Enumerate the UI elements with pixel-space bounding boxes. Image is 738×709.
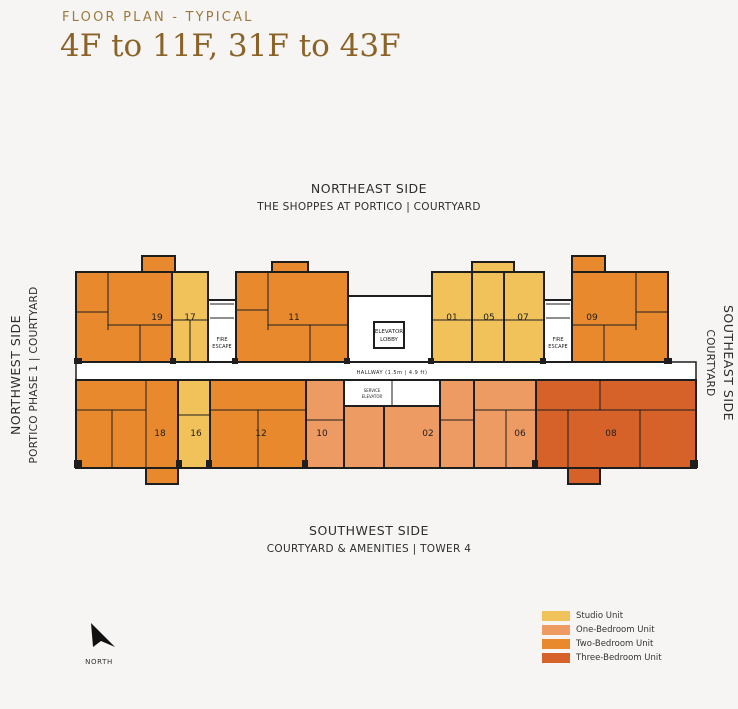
fire-escape-right-label-2: ESCAPE <box>548 344 568 350</box>
legend-swatch-three-bedroom <box>542 653 570 663</box>
unit-02-east <box>440 380 474 468</box>
unit-number-01: 01 <box>446 313 458 323</box>
southwest-main: SOUTHWEST SIDE <box>309 523 429 538</box>
northeast-main: NORTHEAST SIDE <box>310 181 428 196</box>
service-elevator-label-1: SERVICE <box>363 388 381 393</box>
unit-10-west <box>306 380 344 468</box>
legend-swatch-studio <box>542 611 570 621</box>
fire-escape-right-label-1: FIRE <box>552 337 564 343</box>
service-elevator-label-2: ELEVATOR <box>361 394 383 399</box>
legend-item <box>542 609 662 623</box>
legend-swatch-one-bedroom <box>542 625 570 635</box>
legend-swatch-two-bedroom <box>542 639 570 649</box>
unit-18-balcony <box>146 468 178 484</box>
unit-legend <box>542 609 662 665</box>
legend-label: One-Bedroom Unit <box>576 625 655 635</box>
unit-11-balcony <box>272 262 308 272</box>
unit-19-balcony <box>142 256 175 272</box>
fire-escape-left-label-1: FIRE <box>216 337 228 343</box>
unit-18 <box>76 380 178 468</box>
unit-16 <box>178 380 210 468</box>
unit-06 <box>474 380 536 468</box>
unit-09-balcony <box>572 256 605 272</box>
south-row <box>76 380 696 484</box>
southeast-main: SOUTHEAST SIDE <box>721 304 736 422</box>
legend-label: Two-Bedroom Unit <box>576 639 654 649</box>
legend-label: Three-Bedroom Unit <box>576 653 662 663</box>
unit-number-09: 09 <box>586 313 598 323</box>
northwest-main: NORTHWEST SIDE <box>8 315 23 435</box>
elevator-lobby-label-2: LOBBY <box>380 337 398 343</box>
southwest-sub: COURTYARD & AMENITIES | TOWER 4 <box>266 543 472 555</box>
unit-number-19: 19 <box>151 313 163 323</box>
hallway-label: HALLWAY (1.5m | 4.9 ft) <box>356 370 428 376</box>
north-arrow-icon <box>83 617 117 649</box>
north-row <box>76 256 668 362</box>
unit-10 <box>344 406 384 468</box>
legend-item <box>542 623 662 637</box>
elevator-lobby <box>374 322 404 348</box>
unit-number-12: 12 <box>255 429 267 439</box>
northwest-sub: PORTICO PHASE 1 | COURTYARD <box>28 286 40 464</box>
north-label: NORTH <box>85 658 113 666</box>
north-compass <box>80 617 120 666</box>
page-title: 4F to 11F, 31F to 43F <box>60 28 401 64</box>
southeast-sub: COURTYARD <box>704 329 716 397</box>
unit-number-08: 08 <box>605 429 617 439</box>
unit-number-16: 16 <box>190 429 202 439</box>
legend-label: Studio Unit <box>576 611 624 621</box>
northeast-sub: THE SHOPPES AT PORTICO | COURTYARD <box>257 201 481 213</box>
fire-escape-left-label-2: ESCAPE <box>212 344 232 350</box>
unit-number-17: 17 <box>184 313 196 323</box>
legend-item <box>542 637 662 651</box>
fire-escape-left <box>208 300 236 362</box>
unit-number-06: 06 <box>514 429 526 439</box>
unit-number-05: 05 <box>483 313 495 323</box>
plan-eyebrow: FLOOR PLAN - TYPICAL <box>62 10 254 25</box>
unit-08 <box>536 380 696 468</box>
unit-number-11: 11 <box>288 313 300 323</box>
legend-item <box>542 651 662 665</box>
unit-number-07: 07 <box>517 313 529 323</box>
unit-number-02: 02 <box>422 429 434 439</box>
unit-number-10: 10 <box>316 429 328 439</box>
unit-05-balcony <box>472 262 514 272</box>
unit-08-balcony <box>568 468 600 484</box>
fire-escape-right <box>544 300 572 362</box>
unit-number-18: 18 <box>154 429 166 439</box>
elevator-lobby-label-1: ELEVATOR <box>374 329 404 335</box>
